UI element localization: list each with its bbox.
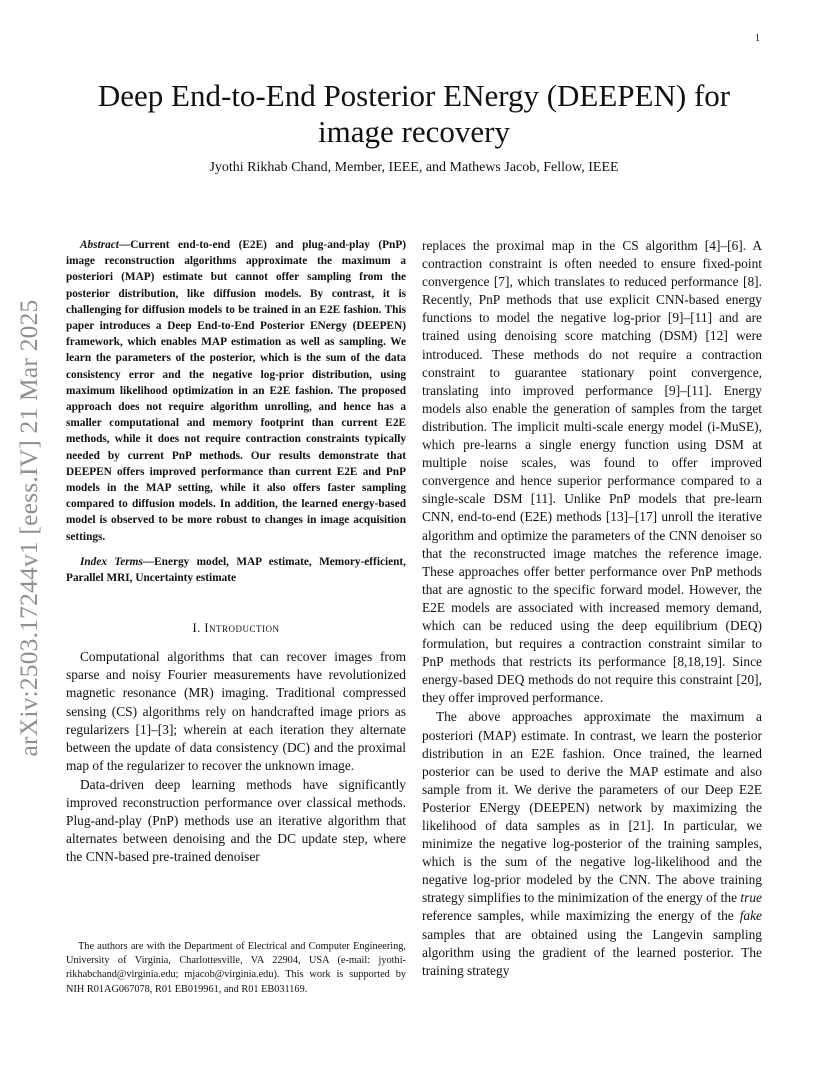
arxiv-identifier-text: arXiv:2503.17244v1 [eess.IV] 21 Mar 2025 bbox=[14, 299, 43, 757]
intro-paragraph-2: Data-driven deep learning methods have significantly improved reconstruction performance over classical methods. Plug-and-play (PnP) methods use an iterative algorithm that alternates between denoising and the DC update step, where the CNN-based pre-trained denoiser bbox=[66, 776, 406, 865]
section-numeral: I. bbox=[192, 621, 205, 636]
author-line: Jyothi Rikhab Chand, Member, IEEE, and Mathews Jacob, Fellow, IEEE bbox=[209, 160, 619, 175]
abstract-text: —Current end-to-end (E2E) and plug-and-play (PnP) image reconstruction algorithms approximate the maximum a posteriori (MAP) estimate but cannot offer sampling from the posterior distribution, like diffusion models. By contrast, it is challenging for diffusion models to be trained in an E2E fashion. This paper introduces a Deep End-to-End Posterior ENergy (DEEPEN) framework, which enables MAP estimation as well as sampling. We learn the parameters of the posterior, which is the sum of the data consistency error and the negative log-prior distribution, using maximum likelihood optimization in an E2E fashion. The proposed approach does not require algorithm unrolling, and hence has a smaller computational and memory footprint than current E2E methods, while it does not require contraction constraints typically needed by current PnP methods. Our results demonstrate that DEEPEN offers improved performance than current E2E and PnP models in the MAP setting, while it also offers faster sampling compared to diffusion models. In addition, the learned energy-based model is observed to be more robust to changes in image acquisition settings. bbox=[66, 239, 406, 543]
right-column bbox=[422, 237, 762, 980]
emphasis-fake: fake bbox=[739, 908, 762, 924]
abstract bbox=[66, 237, 406, 545]
emphasis-true: true bbox=[740, 890, 762, 906]
section-title: Introduction bbox=[204, 621, 280, 636]
abstract-label: Abstract bbox=[80, 239, 119, 251]
intro-paragraph-3-part-a: The above approaches approximate the maximum a posteriori (MAP) estimate. In contrast, we learn the posterior distribution in an E2E fashion. Once trained, the learned posterior can be used to derive the MAP estimate and also sample from it. We derive the parameters of our Deep E2E Posterior ENergy (DEEPEN) network by maximizing the likelihood of data samples as in [21]. In particular, we minimize the negative log-posterior of the training samples, which is the sum of the negative log-likelihood and the negative log-prior modeled by the CNN. The above training strategy simplifies to the minimization of the energy of the bbox=[422, 709, 762, 906]
intro-paragraph-3-part-b: reference samples, while maximizing the energy of the bbox=[422, 908, 740, 924]
paper-title: Deep End-to-End Posterior ENergy (DEEPEN) for image recovery bbox=[97, 78, 731, 149]
intro-paragraph-1: Computational algorithms that can recover images from sparse and noisy Fourier measurements have revolutionized magnetic resonance (MR) imaging. Traditional compressed sensing (CS) algorithms rely on handcrafted image priors as regularizers [1]–[3]; wherein at each iteration they alternate between the update of data consistency (DC) and the proximal map of the regularizer to recover the unknown image. bbox=[66, 649, 406, 773]
intro-paragraph-continued: replaces the proximal map in the CS algorithm [4]–[6]. A contraction constraint is often needed to ensure fixed-point convergence [7], which translates to reduced performance [8]. Recently, PnP methods that use explicit CNN-based energy functions to model the negative log-prior [9]–[11] and are trained using denoising score matching (DSM) [12] were introduced. These methods do not require a contraction constraint to guarantee stationary point convergence, translating into improved performance [9]–[11]. Energy models also enable the generation of samples from the target distribution. The implicit multi-scale energy model (i-MuSE), which pre-learns a single energy function using DSM at multiple noise scales, was found to offer improved convergence and hence superior performance compared to a single-scale DSM [11]. Unlike PnP models that pre-learn CNN, end-to-end (E2E) methods [13]–[17] unroll the iterative algorithm and optimize the parameters of the CNN denoiser so that the reconstructed image matches the reference image. These approaches offer better performance over PnP methods that are agnostic to the specific forward model. However, the E2E models are associated with increased memory demand, which can be reduced using the deep equilibrium (DEQ) formulation, but requires a contraction constraint similar to PnP methods that restricts its performance [8,18,19]. Since energy-based DEQ methods do not require this constraint [20], they offer improved performance. bbox=[422, 238, 762, 706]
page-number: 1 bbox=[755, 33, 760, 44]
section-heading-introduction bbox=[66, 621, 406, 636]
arxiv-identifier-stamp bbox=[12, 283, 46, 773]
index-terms-text: —Energy model, MAP estimate, Memory-efficient, Parallel MRI, Uncertainty estimate bbox=[66, 555, 406, 585]
intro-paragraph-3-part-c: samples that are obtained using the Langevin sampling algorithm using the gradient of the learned posterior. The training strategy bbox=[422, 926, 762, 978]
left-column bbox=[66, 237, 406, 866]
index-terms-label: Index Terms bbox=[80, 555, 143, 568]
index-terms bbox=[66, 554, 406, 586]
intro-paragraph-3 bbox=[422, 708, 762, 979]
author-affiliation-footnote: The authors are with the Department of Electrical and Computer Engineering, University of Virginia, Charlottesville, VA 22904, USA (e-mail: jyothi-rikhabchand@virginia.edu; mjacob@virginia.edu). This work is supported by NIH R01AG067078, R01 EB019961, and R01 EB031169. bbox=[66, 941, 406, 995]
